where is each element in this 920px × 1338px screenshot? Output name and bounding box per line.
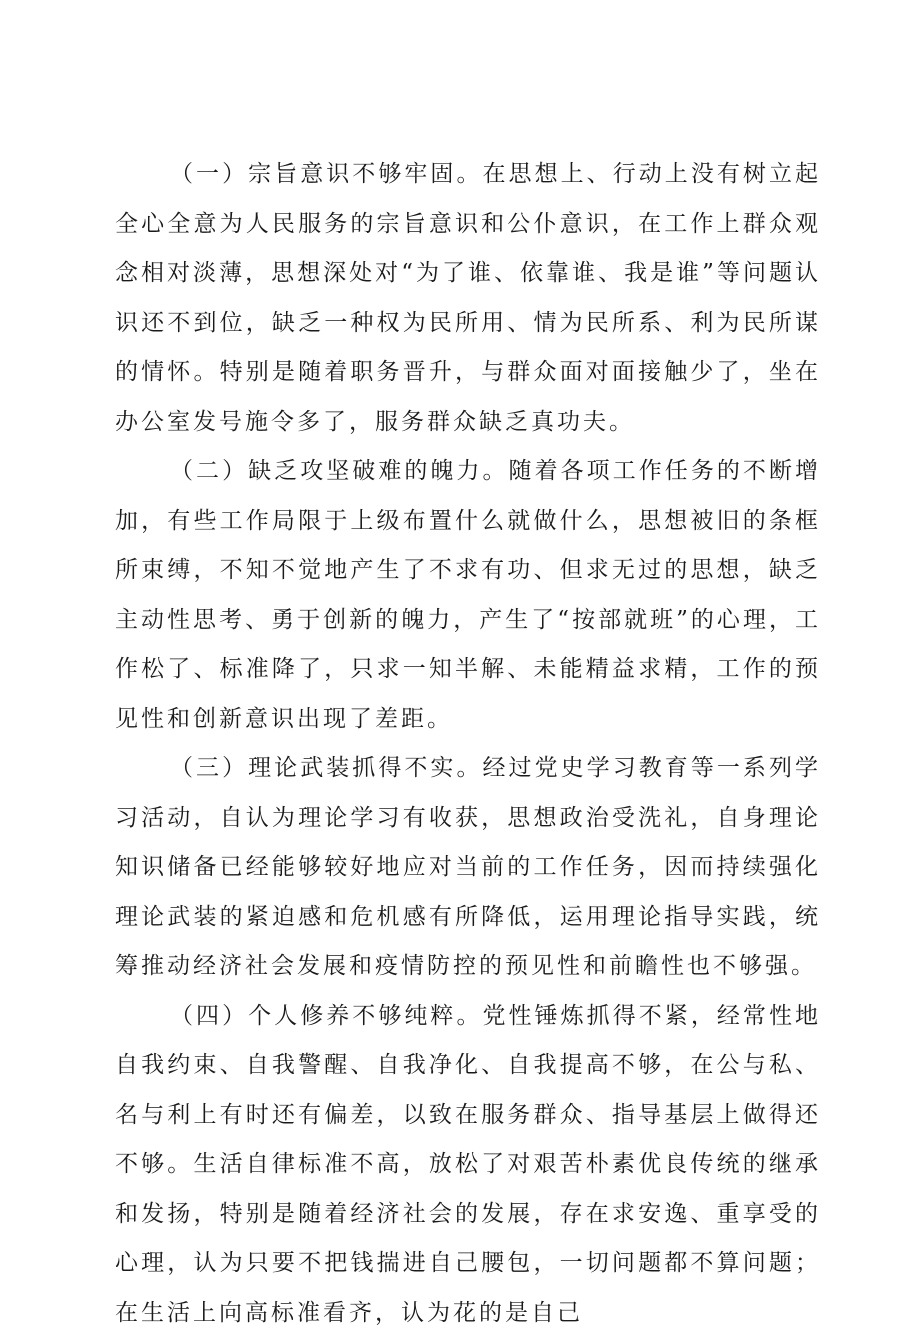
paragraph-purpose-awareness: （一）宗旨意识不够牢固。在思想上、行动上没有树立起全心全意为人民服务的宗旨意识和公仆意识，在工作上群众观念相对淡薄，思想深处对“为了谁、依靠谁、我是谁”等问题认识还不到位，缺乏一种权为民所用、情为民所系、利为民所谋的情怀。特别是随着职务晋升，与群众面对面接触少了，坐在办公室发号施令多了，服务群众缺乏真功夫。	[115, 150, 821, 447]
paragraph-theoretical-study: （三）理论武装抓得不实。经过党史学习教育等一系列学习活动，自认为理论学习有收获，思想政治受洗礼，自身理论知识储备已经能够较好地应对当前的工作任务，因而持续强化理论武装的紧迫感和危机感有所降低，运用理论指导实践，统筹推动经济社会发展和疫情防控的预见性和前瞻性也不够强。	[115, 744, 821, 992]
paragraph-tackling-difficulties: （二）缺乏攻坚破难的魄力。随着各项工作任务的不断增加，有些工作局限于上级布置什么就做什么，思想被旧的条框所束缚，不知不觉地产生了不求有功、但求无过的思想，缺乏主动性思考、勇于创新的魄力，产生了“按部就班”的心理，工作松了、标准降了，只求一知半解、未能精益求精，工作的预见性和创新意识出现了差距。	[115, 447, 821, 744]
body-text	[115, 150, 821, 1338]
paragraph-personal-cultivation: （四）个人修养不够纯粹。党性锤炼抓得不紧，经常性地自我约束、自我警醒、自我净化、自我提高不够，在公与私、名与利上有时还有偏差，以致在服务群众、指导基层上做得还不够。生活自律标准不高，放松了对艰苦朴素优良传统的继承和发扬，特别是随着经济社会的发展，存在求安逸、重享受的心理，认为只要不把钱揣进自己腰包，一切问题都不算问题；在生活上向高标准看齐，认为花的是自己	[115, 992, 821, 1338]
